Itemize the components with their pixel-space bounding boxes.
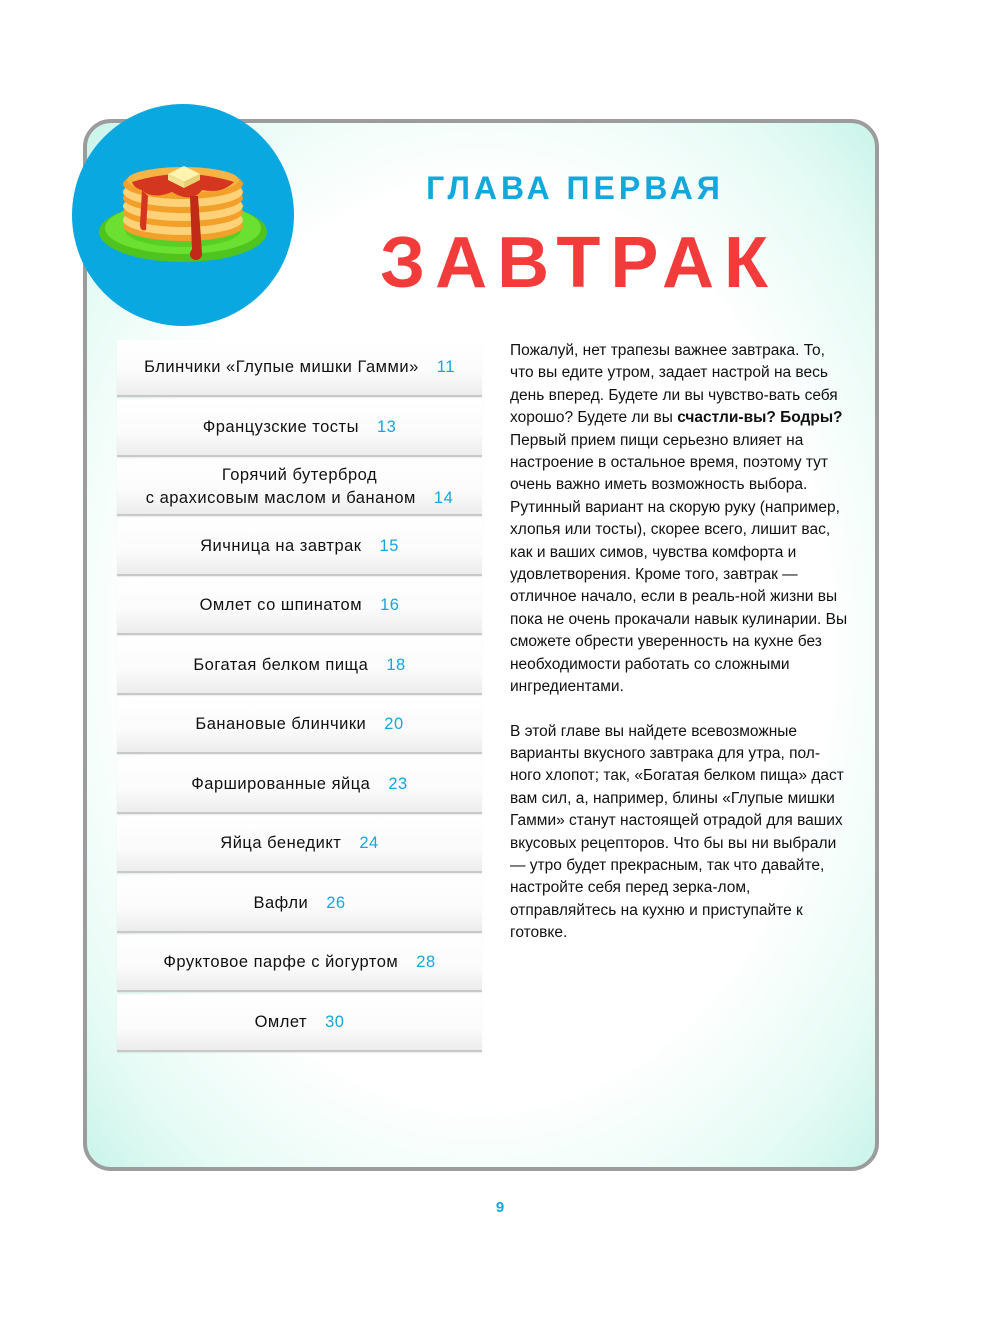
recipe-item-fried-eggs[interactable] xyxy=(117,519,482,576)
recipe-item-banana-pancakes[interactable] xyxy=(117,697,482,754)
recipe-item-omelette[interactable] xyxy=(117,995,482,1052)
recipe-page: 26 xyxy=(326,893,346,912)
recipe-title: Горячий бутерброд с арахисовым маслом и бананом xyxy=(145,465,416,507)
recipe-item-pancakes-gummy[interactable] xyxy=(117,340,482,397)
recipe-item-protein-food[interactable] xyxy=(117,638,482,695)
chapter-title: ЗАВТРАК xyxy=(380,223,778,303)
recipe-item-stuffed-eggs[interactable] xyxy=(117,757,482,814)
recipe-title: Фруктовое парфе с йогуртом xyxy=(163,953,399,971)
intro-paragraph-2: В этой главе вы найдете всевозможные варианты вкусного завтрака для утра, пол-ного хлопот; так, «Богатая белком пища» даст вам сил, а, например, блины «Глупые мишки Гамми» станут настоящей отрадой для ваших вкусовых рецепторов. Что бы вы ни выбрали — утро будет прекрасным, так что давайте, настройте себя перед зерка-лом, отправляйтесь на кухню и приступайте к готовке. xyxy=(510,722,844,942)
recipe-item-fruit-parfait[interactable] xyxy=(117,935,482,992)
intro-p1-bold: счастли-вы? Бодры? xyxy=(677,409,843,427)
recipe-page: 30 xyxy=(325,1012,345,1031)
recipe-title: Вафли xyxy=(253,893,309,912)
recipe-list xyxy=(117,340,482,1054)
recipe-page: 20 xyxy=(384,715,404,733)
chapter-kicker: ГЛАВА ПЕРВАЯ xyxy=(426,170,724,206)
recipe-title: Французские тосты xyxy=(202,417,359,436)
recipe-item-french-toast[interactable] xyxy=(117,400,482,457)
recipe-item-spinach-omelette[interactable] xyxy=(117,578,482,635)
recipe-page: 14 xyxy=(433,488,454,507)
intro-p1-end: Первый прием пищи серьезно влияет на настроение в остальное время, поэтому тут очень важно иметь возможность выбора. Рутинный вариант на скорую руку (например, хлопья или тосты), скорее всего, лишит вас, как и ваших симов, чувства комфорта и удовлетворения. Кроме того, завтрак — отличное начало, если в реаль-ной жизни вы пока не очень прокачали навык кулинарии. Вы сможете обрести уверенность на кухне без необходимости работать со сложными ингредиентами. xyxy=(510,431,848,696)
recipe-page: 23 xyxy=(388,774,408,793)
recipe-page: 16 xyxy=(380,596,400,614)
recipe-title: Богатая белком пища xyxy=(193,655,369,674)
pancake-stack-icon xyxy=(72,104,294,326)
recipe-title: Банановые блинчики xyxy=(195,715,367,733)
recipe-title: Блинчики «Глупые мишки Гамми» xyxy=(144,358,419,376)
page-number: 9 xyxy=(495,1199,505,1216)
recipe-item-eggs-benedict[interactable] xyxy=(117,816,482,873)
recipe-item-waffles[interactable] xyxy=(117,876,482,933)
recipe-page: 15 xyxy=(379,536,399,555)
intro-paragraph-1 xyxy=(510,340,850,699)
intro-text xyxy=(510,340,850,967)
recipe-title: Омлет со шпинатом xyxy=(199,596,363,614)
recipe-item-hot-sandwich[interactable] xyxy=(117,459,482,516)
chapter-badge xyxy=(72,104,294,326)
recipe-title: Яйца бенедикт xyxy=(220,834,342,852)
recipe-page: 24 xyxy=(359,834,379,852)
recipe-page: 13 xyxy=(376,417,397,436)
recipe-title: Фаршированные яйца xyxy=(191,774,371,793)
recipe-page: 18 xyxy=(386,655,406,674)
recipe-title: Омлет xyxy=(254,1012,308,1031)
intro-p1-start: Пожалуй, нет трапезы важнее завтрака. То, что вы едите утром, задает настрой на весь день вперед. Будете ли вы чувство-вать себя хорошо? Будете ли вы xyxy=(510,342,838,427)
recipe-page: 28 xyxy=(416,953,436,971)
recipe-page: 11 xyxy=(436,358,455,376)
recipe-title: Яичница на завтрак xyxy=(200,536,362,555)
